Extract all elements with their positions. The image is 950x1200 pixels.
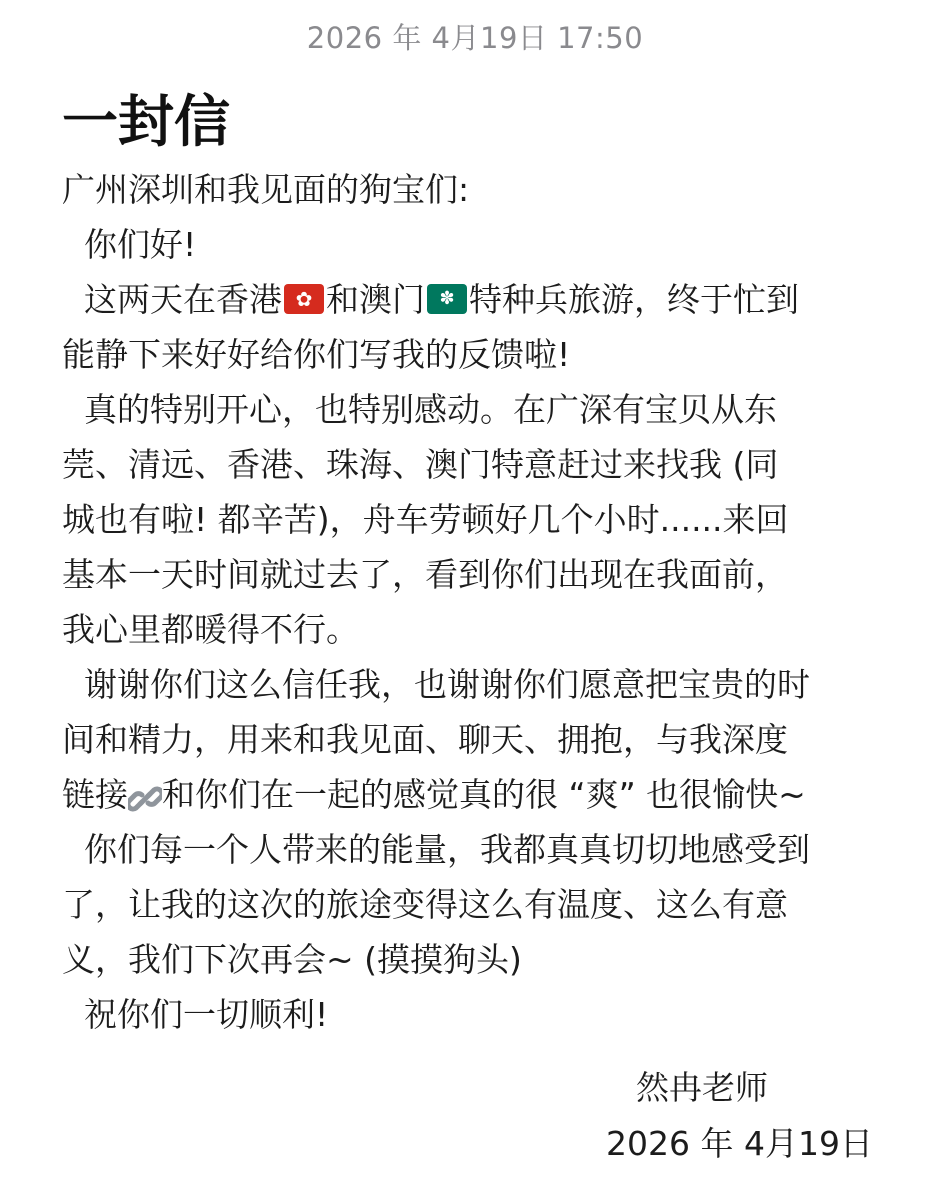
link-icon [128, 777, 162, 811]
signature-date: 2026 年 4月19日 [606, 1124, 873, 1163]
letter-line: 莞、清远、香港、珠海、澳门特意赶过来找我 (同 [62, 445, 779, 484]
letter-line: 谢谢你们这么信任我，也谢谢你们愿意把宝贵的时 [84, 665, 810, 704]
letter-line: 城也有啦! 都辛苦)，舟车劳顿好几个小时......来回 [62, 500, 789, 539]
macau-flag-icon [427, 284, 467, 314]
letter-line: 我心里都暖得不行。 [62, 610, 359, 649]
letter-line: 义，我们下次再会~ (摸摸狗头) [62, 940, 522, 979]
letter-line: 基本一天时间就过去了，看到你们出现在我面前， [62, 555, 788, 594]
letter-text: 和你们在一起的感觉真的很 “爽” 也很愉快~ [162, 775, 806, 814]
letter-hello: 你们好! [84, 225, 197, 264]
letter-line: 你们每一个人带来的能量，我都真真切切地感受到 [84, 830, 810, 869]
note-title: 一封信 [62, 90, 230, 155]
letter-line: 了，让我的这次的旅途变得这么有温度、这么有意 [62, 885, 788, 924]
note-timestamp: 2026 年 4月19日 17:50 [306, 21, 644, 55]
letter-line [62, 272, 892, 327]
letter-text: 链接 [62, 775, 128, 814]
letter-line [62, 767, 892, 822]
signature-name: 然冉老师 [636, 1068, 768, 1107]
letter-text: 这两天在香港 [84, 280, 282, 319]
hong-kong-flag-icon [284, 284, 324, 314]
letter-body [62, 162, 892, 1042]
letter-line: 间和精力，用来和我见面、聊天、拥抱，与我深度 [62, 720, 788, 759]
letter-line: 真的特别开心，也特别感动。在广深有宝贝从东 [84, 390, 777, 429]
letter-text: 特种兵旅游，终于忙到 [469, 280, 799, 319]
letter-text: 和澳门 [326, 280, 425, 319]
letter-greeting: 广州深圳和我见面的狗宝们: [62, 170, 470, 209]
letter-closing: 祝你们一切顺利! [84, 995, 329, 1034]
letter-line: 能静下来好好给你们写我的反馈啦! [62, 335, 571, 374]
